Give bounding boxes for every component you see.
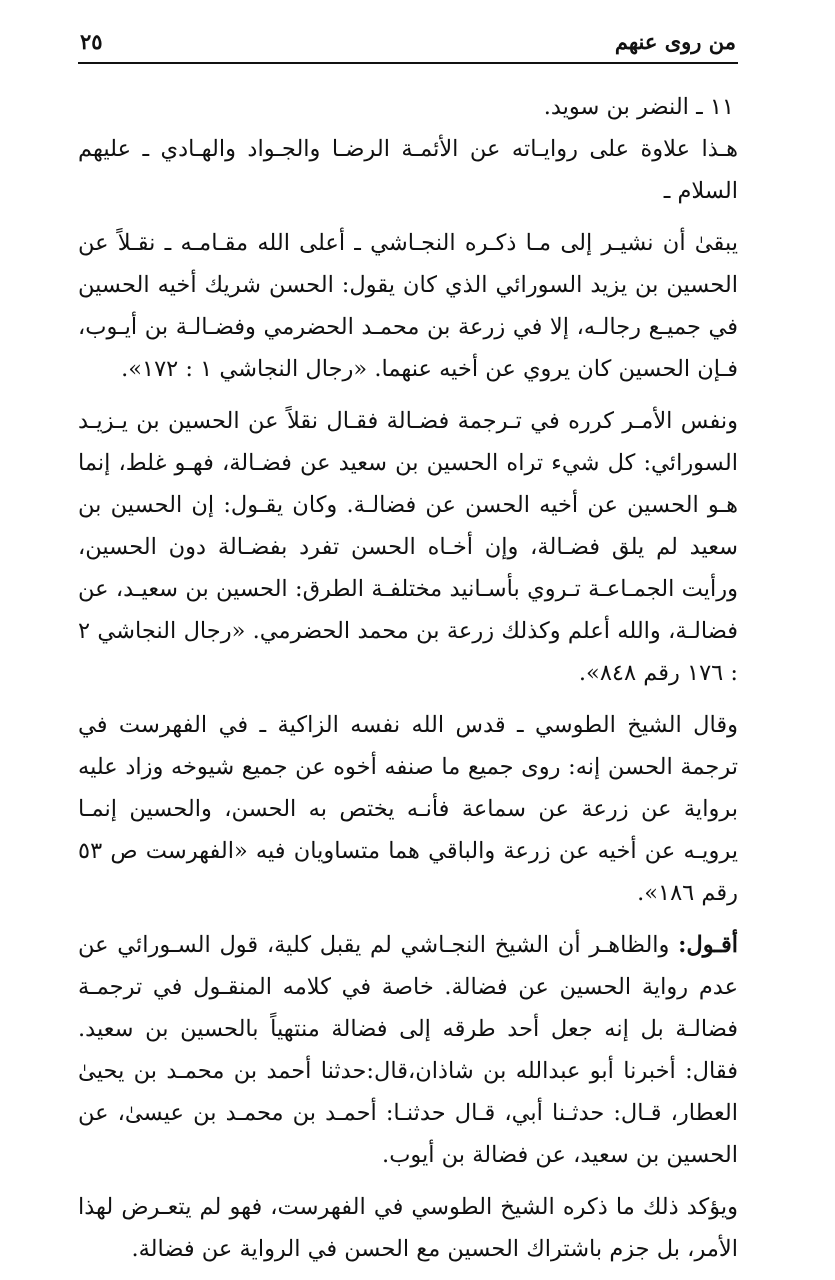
paragraph-4 — [78, 704, 738, 914]
list-item-11: ١١ ـ النضر بن سويد. — [543, 94, 734, 120]
paragraph-6 — [78, 1186, 738, 1270]
paragraph-1 — [78, 128, 738, 212]
paragraph-5-text: والظاهـر أن الشيخ النجـاشي لم يقبل كلية، قول السـورائي عن عدم رواية الحسين عن فضالة. خاصة في كلامه المنقـول في ترجمـة فضالـة بل إنه جعل أحد طرقه إلى فضالة منتهياً بالحسين بن سعيد. فقال: أخبرنا أبو عبدالله بن شاذان،قال:حدثنا أحمد بن محمـد بن يحيىٰ العطار، قـال: حدثـنا أبي، قـال حدثنـا: أحمـد بن محمـد بن عيسىٰ، عن الحسين بن سعيد، عن فضالة بن أيوب. — [78, 932, 738, 1168]
running-title: من روى عنهم — [614, 29, 736, 54]
paragraph-5 — [78, 924, 738, 1176]
document-page — [78, 28, 738, 1280]
page-number: ٢٥ — [80, 29, 103, 54]
paragraph-6-text: ويؤكد ذلك ما ذكره الشيخ الطوسي في الفهرست، فهو لم يتعـرض لهذا الأمر، بل جزم باشتراك الحسين مع الحسن في الرواية عن فضالة. — [78, 1194, 738, 1262]
paragraph-3-text: ونفس الأمـر كرره في تـرجمة فضـالة فقـال نقلاً عن الحسين بن يـزيـد السورائي: كل شيء تراه الحسين بن سعيد عن فضـالة، فهـو غلط، إنما هـو الحسين عن أخيه الحسن عن فضالـة. وكان يقـول: إن الحسين بن سعيد لم يلق فضـالة، وإن أخـاه الحسن تفرد بفضـالة دون الحسين، ورأيت الجمـاعـة تـروي بأسـانيد مختلفـة الطرق: الحسين بن سعيـد، عن فضالـة، والله أعلم وكذلك زرعة بن محمد الحضرمي. «رجال النجاشي ٢ : ١٧٦ رقم ٨٤٨». — [78, 408, 738, 686]
running-header — [78, 28, 738, 64]
body-text — [78, 86, 738, 1270]
paragraph-5-lead: أقـول: — [678, 932, 738, 958]
paragraph-4-text: وقال الشيخ الطوسي ـ قدس الله نفسه الزاكية ـ في الفهرست في ترجمة الحسن إنه: روى جميع ما صنفه أخوه عن جميع شيوخه وزاد عليه برواية عن زرعة عن سماعة فأنـه يختص به الحسن، والحسين إنمـا يرويـه عن أخيه عن زرعة والباقي هما متساويان فيه «الفهرست ص ٥٣ رقم ١٨٦». — [78, 712, 738, 906]
paragraph-1-text: هـذا علاوة على روايـاته عن الأئمـة الرضـا والجـواد والهـادي ـ عليهم السلام ـ — [78, 136, 738, 204]
paragraph-2 — [78, 222, 738, 390]
paragraph-2-text: يبقىٰ أن نشيـر إلى مـا ذكـره النجـاشي ـ أعلى الله مقـامـه ـ نقـلاً عن الحسين بن يزيد السورائي الذي كان يقول: الحسن شريك أخيه الحسين في جميـع رجالـه، إلا في زرعة بن محمـد الحضرمي وفضـالـة بن أيـوب، فـإن الحسين كان يروي عن أخيه عنهما. «رجال النجاشي ١ : ١٧٢». — [78, 230, 738, 382]
paragraph-3 — [78, 400, 738, 694]
